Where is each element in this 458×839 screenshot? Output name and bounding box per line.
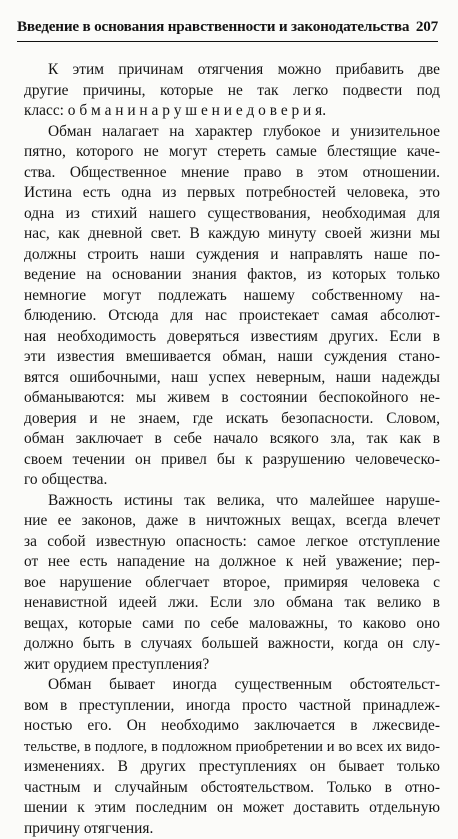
text-line: за собой известную опасность: самое легкое отступление (24, 532, 440, 553)
paragraph (24, 122, 440, 491)
text-line: ства. Общественное мнение право в этом отношении. (24, 163, 440, 184)
text-line: класс: о б м а н и н а р у ш е н и е д о в е р и я. (24, 101, 440, 122)
text-line: причину отягчения. (24, 819, 440, 839)
text-line: эти известия вмешивается обман, наши суждения стано- (24, 347, 440, 368)
text-line: нас, как дневной свет. В каждую минуту своей жизни мы (24, 224, 440, 245)
text-line: обман заключает в себе начало всякого зла, так как в (24, 429, 440, 450)
text-line: Обман бывает иногда существенным обстоятельст- (24, 675, 440, 696)
text-line: доверия и не знаем, где искать безопасности. Словом, (24, 409, 440, 430)
text-line: немногие могут подлежать нашему собственному на- (24, 286, 440, 307)
paragraph (24, 60, 440, 122)
text-line: ведение на основании знания фактов, из которых только (24, 265, 440, 286)
text-line: жит орудием преступления? (24, 655, 440, 676)
text-line: пятно, которого не могут стереть самые блестящие каче- (24, 142, 440, 163)
running-head-title: Введение в основания нравственности и законодательства (17, 18, 409, 36)
text-line: ненавистной идеей лжи. Если зло обмана так велико в (24, 593, 440, 614)
text-line: ная необходимость доверяться известиям других. Если в (24, 327, 440, 348)
text-line: Важность истины так велика, что малейшее наруше- (24, 491, 440, 512)
text-line: го общества. (24, 470, 440, 491)
text-line: частным и случайным обстоятельством. Только в отно- (24, 778, 440, 799)
text-line: вом в преступлении, иногда просто частной принадлеж- (24, 696, 440, 717)
text-line: вятся ошибочными, наш успех неверным, наши надежды (24, 368, 440, 389)
text-line: должно быть в случаях большей важности, когда он слу- (24, 634, 440, 655)
text-line: изменениях. В других преступлениях он бывает только (24, 757, 440, 778)
text-line: вое нарушение облегчает второе, примиряя человека с (24, 573, 440, 594)
text-line: Истина есть одна из первых потребностей человека, это (24, 183, 440, 204)
text-line: К этим причинам отягчения можно прибавить две (24, 60, 440, 81)
text-line: другие причины, которые не так легко подвести под (24, 81, 440, 102)
text-line: должны строить наши суждения и направлять наше по- (24, 245, 440, 266)
text-line: ностью его. Он необходимо заключается в лжесвиде- (24, 716, 440, 737)
paragraph (24, 675, 440, 839)
text-line: шении к этим последним он может доставить отдельную (24, 798, 440, 819)
header-rule (17, 41, 438, 42)
text-line: вещах, которые сами по себе маловажны, то каково оно (24, 614, 440, 635)
text-line: своем течении он привел бы к разрушению человеческо- (24, 450, 440, 471)
text-line: ние ее законов, даже в ничтожных вещах, всегда влечет (24, 511, 440, 532)
text-line: блюдению. Отсюда для нас проистекает самая абсолют- (24, 306, 440, 327)
body-text (24, 60, 440, 839)
paragraph (24, 491, 440, 676)
text-line: обманываются: мы живем в состоянии беспокойного не- (24, 388, 440, 409)
text-line: от нее есть нападение на должное к ней уважение; пер- (24, 552, 440, 573)
page-number: 207 (416, 18, 438, 36)
text-line: тельстве, в подлоге, в подложном приобретении и во всех их видо- (24, 737, 440, 758)
running-head (17, 18, 438, 36)
text-line: Обман налагает на характер глубокое и унизительное (24, 122, 440, 143)
text-line: одна из стихий нашего существования, необходимая для (24, 204, 440, 225)
